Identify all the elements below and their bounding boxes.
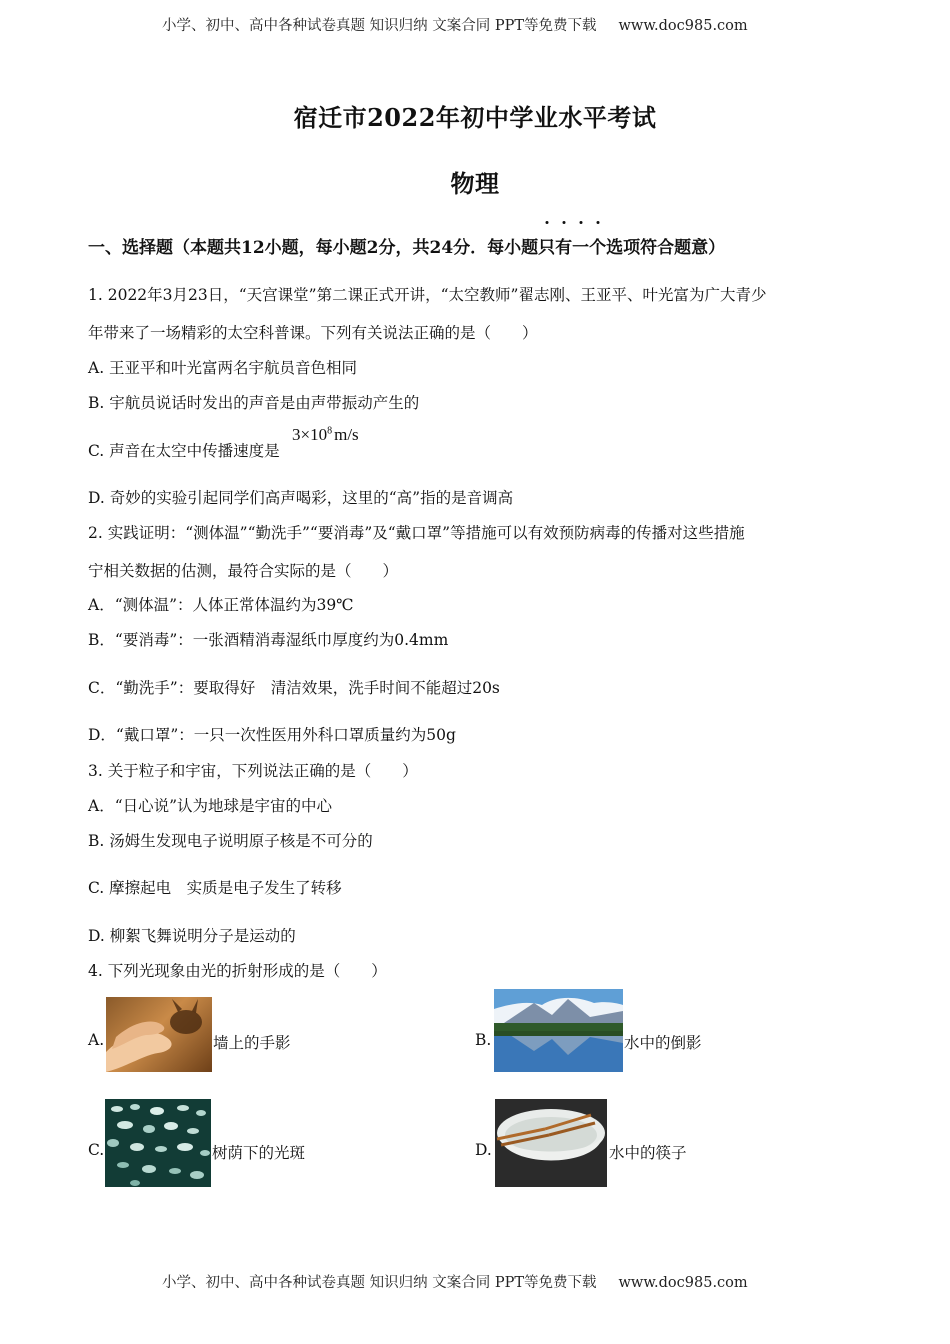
q4-option-b-label: B. xyxy=(475,1031,492,1049)
q2-option-c: C．“勤洗手”：要取得好 清洁效果，洗手时间不能超过20s xyxy=(88,679,500,697)
emphasis-char: 个 xyxy=(589,233,606,258)
footer-text: 小学、初中、高中各种试卷真题 知识归纳 文案合同 PPT等免费下载 xyxy=(162,1275,597,1291)
q1-option-b: B. 宇航员说话时发出的声音是由声带振动产生的 xyxy=(88,394,420,412)
q1-option-d: D. 奇妙的实验引起同学们高声喝彩，这里的“高”指的是音调高 xyxy=(88,489,514,507)
exam-title: 宿迁市2022年初中学业水平考试 xyxy=(293,103,657,132)
light-spots-image xyxy=(105,1099,211,1187)
q3-option-b: B. 汤姆生发现电子说明原子核是不可分的 xyxy=(88,832,373,850)
emphasis-char: 一 xyxy=(572,233,589,258)
chopsticks-in-water-image xyxy=(495,1099,607,1187)
q3-stem: 3. 关于粒子和宇宙，下列说法正确的是（ ） xyxy=(88,762,418,780)
q1-stem-line2: 年带来了一场精彩的太空科普课。下列有关说法正确的是（ ） xyxy=(88,324,538,342)
q3-option-a: A．“日心说”认为地球是宇宙的中心 xyxy=(88,797,333,815)
q1-option-c: C. 声音在太空中传播速度是 xyxy=(88,442,280,460)
q2-option-d: D．“戴口罩”：一只一次性医用外科口罩质量约为50g xyxy=(88,726,456,744)
q2-stem-line2: 宁相关数据的估测，最符合实际的是（ ） xyxy=(88,562,399,580)
section-tail: 选项符合题意） xyxy=(606,238,726,258)
section-heading xyxy=(88,233,725,258)
q3-option-c: C. 摩擦起电 实质是电子发生了转移 xyxy=(88,879,342,897)
q1-stem-line1: 1. 2022年3月23日，“天宫课堂”第二课正式开讲，“太空教师”翟志刚、王亚平、叶光富为广大青少 xyxy=(88,286,767,304)
lake-reflection-image xyxy=(494,989,623,1072)
emphasis-char: 有 xyxy=(555,233,572,258)
header-site: www.doc985.com xyxy=(618,18,748,34)
q4-option-c-caption: 树荫下的光斑 xyxy=(212,1144,306,1162)
q3-option-d: D. 柳絮飞舞说明分子是运动的 xyxy=(88,927,296,945)
q2-stem-line1: 2. 实践证明：“测体温”“勤洗手”“要消毒”及“戴口罩”等措施可以有效预防病毒的传播对这些措施 xyxy=(88,524,745,542)
q4-option-c-label: C. xyxy=(88,1141,105,1159)
hand-shadow-image xyxy=(106,997,212,1072)
q4-option-a-caption: 墙上的手影 xyxy=(213,1034,291,1052)
q4-option-d-caption: 水中的筷子 xyxy=(609,1144,687,1162)
page-footer xyxy=(162,1271,748,1292)
subject-title: 物理 xyxy=(450,169,500,198)
q2-option-b: B．“要消毒”：一张酒精消毒湿纸巾厚度约为0.4mm xyxy=(88,631,449,649)
q1-option-a: A. 王亚平和叶光富两名宇航员音色相同 xyxy=(88,359,358,377)
section-lead: 一、选择题（本题共12小题，每小题2分，共24分．每小题 xyxy=(88,238,539,258)
header-text: 小学、初中、高中各种试卷真题 知识归纳 文案合同 PPT等免费下载 xyxy=(162,18,597,34)
footer-site: www.doc985.com xyxy=(618,1275,748,1291)
emphasis-char: 只 xyxy=(538,233,555,258)
q1-option-c-formula: $3\times 10^8$ m/s xyxy=(292,425,359,444)
q4-option-b-caption: 水中的倒影 xyxy=(624,1034,702,1052)
q4-option-d-label: D. xyxy=(475,1141,492,1159)
q4-stem: 4. 下列光现象由光的折射形成的是（ ） xyxy=(88,962,387,980)
q2-option-a: A．“测体温”：人体正常体温约为39℃ xyxy=(88,596,354,614)
page-header xyxy=(162,14,748,35)
q4-option-a-label: A. xyxy=(88,1031,105,1049)
